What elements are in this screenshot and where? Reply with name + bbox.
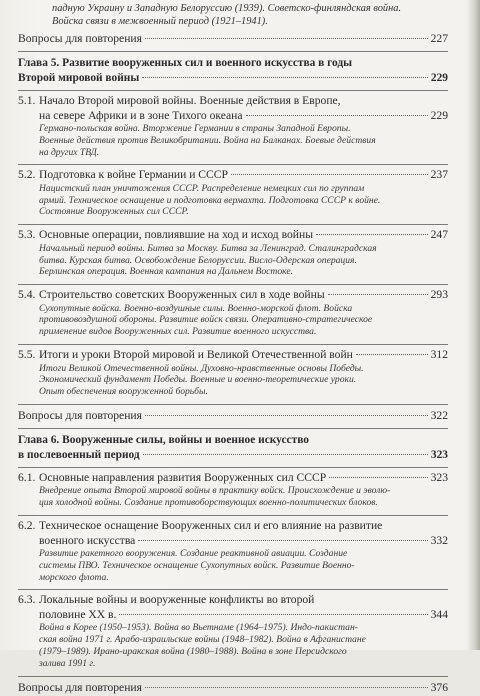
description-line: Германо-польская война. Вторжение Германии в страны Западной Европы. (39, 123, 351, 134)
section-title: Строительство советских Вооруженных сил в ходе войны (39, 288, 325, 302)
section-number: 5.1. (18, 94, 36, 107)
leader-dots (145, 687, 428, 688)
page-number: 312 (430, 348, 448, 362)
section-description (39, 183, 448, 220)
chapter-title-line: Глава 5. Развитие вооруженных сил и военного искусства в годы (18, 57, 353, 69)
page-number: 229 (430, 72, 448, 84)
page-number: 332 (430, 533, 448, 547)
description-line: Итоги Великой Отечественной войны. Духовно-нравственные основы Победы. (39, 362, 364, 374)
description-line: системы ПВО. Техническое оснащение Сухопутных войск. Развитие Военно- (39, 559, 355, 571)
leader-dots (142, 77, 428, 78)
page-number: 323 (430, 448, 448, 461)
description-line: ская война 1971 г. Арабо-израильские войны (1948–1982). Война в Афганистане (39, 634, 366, 646)
leader-dots (231, 174, 428, 175)
description-line: применение видов Вооруженных сил. Развитие военного искусства. (39, 326, 317, 338)
description-line: Опыт обеспечения вооруженной борьбы. (39, 386, 208, 398)
section-description (39, 363, 448, 400)
description-line: (1979–1989). Ирано-иракская война (1980–1988). Война в зоне Персидского (39, 646, 347, 658)
section-5-3[interactable] (18, 225, 448, 243)
review-questions-entry[interactable] (18, 28, 448, 47)
section-description (39, 123, 448, 160)
entry-title: Вопросы для повторения (18, 680, 142, 694)
section-number: 5.4. (18, 288, 36, 302)
section-title: Основные направления развития Вооруженных сил СССР (39, 470, 327, 484)
page-number: 237 (430, 168, 448, 182)
chapter-title-line: Второй мировой войны (18, 72, 140, 84)
chapter-6-heading[interactable] (18, 429, 448, 463)
section-number: 5.2. (18, 168, 36, 182)
section-description (39, 485, 448, 511)
leader-dots (145, 415, 428, 416)
entry-title: Вопросы для повторения (18, 408, 142, 422)
section-title: Начало Второй мировой войны. Военные действия в Европе, (39, 94, 341, 107)
description-line: армий. Техническое оснащение и подготовка вермахта. Подготовка СССР к войне. (39, 194, 381, 206)
section-description (39, 548, 448, 585)
section-description (39, 622, 448, 671)
page-number: 229 (430, 108, 448, 122)
leader-dots (119, 614, 427, 615)
chapter-title-line: в послевоенный период (18, 448, 140, 461)
section-6-2[interactable] (18, 516, 448, 548)
page-edge-shadow (466, 0, 480, 650)
page-number: 293 (430, 288, 448, 302)
page-number: 322 (430, 408, 448, 422)
section-number: 5.3. (18, 228, 36, 242)
page-number: 247 (430, 228, 448, 242)
description-line: Внедрение опыта Второй мировой войны в практику войск. Происхождение и эволю- (39, 485, 391, 497)
section-5-2[interactable] (18, 165, 448, 183)
description-line: Войска связи в межвоенный период (1921–1941). (52, 16, 268, 27)
section-title: Основные операции, повлиявшие на ход и исход войны (39, 228, 313, 242)
section-title: Техническое оснащение Вооруженных сил и его влияние на развитие (39, 519, 383, 533)
section-5-1[interactable] (18, 91, 448, 123)
description-line: залива 1991 г. (39, 657, 96, 669)
description-line: морского флота. (39, 571, 109, 583)
description-line: Состояние Вооруженных сил СССР. (39, 206, 189, 218)
leader-dots (356, 354, 428, 355)
section-title: половине XX в. (39, 607, 117, 621)
leader-dots (246, 115, 428, 116)
leader-dots (316, 234, 428, 235)
previous-section-description (52, 2, 448, 28)
section-title: Подготовка к войне Германии и СССР (39, 168, 228, 182)
leader-dots (143, 454, 428, 455)
description-line: противовоздушной обороны. Развитие войск связи. Оперативно-стратегическое (39, 314, 373, 326)
review-questions-entry[interactable] (18, 405, 448, 424)
section-title: Итоги и уроки Второй мировой и Великой Отечественной войн (39, 348, 353, 362)
leader-dots (145, 38, 428, 39)
section-number: 6.3. (18, 593, 36, 607)
description-line: падную Украину и Западную Белоруссию (1939). Советско-финляндская война. (52, 3, 402, 14)
section-5-5[interactable] (18, 345, 448, 363)
page-number: 344 (430, 607, 448, 621)
description-line: Начальный период войны. Битва за Москву. Битва за Ленинград. Сталинградская (39, 242, 377, 254)
section-5-4[interactable] (18, 285, 448, 303)
leader-dots (138, 540, 427, 541)
description-line: Война в Корее (1950–1953). Война во Вьетнаме (1964–1975). Индо-пакистан- (39, 622, 358, 634)
page-number: 376 (430, 680, 448, 694)
section-title: Локальные войны и вооруженные конфликты во второй (39, 593, 315, 607)
description-line: Берлинская операция. Военная кампания на Дальнем Востоке. (39, 266, 294, 278)
entry-title: Вопросы для повторения (18, 32, 142, 45)
description-line: на других ТВД. (39, 146, 100, 158)
page-number: 227 (430, 32, 448, 45)
section-title: на севере Африки и в зоне Тихого океана (39, 108, 243, 122)
section-title: военного искусства (39, 533, 136, 547)
chapter-title-line: Глава 6. Вооруженные силы, войны и военное искусство (18, 433, 309, 446)
leader-dots (328, 294, 428, 295)
description-line: Сухопутные войска. Военно-воздушные силы. Военно-морской флот. Войска (39, 302, 353, 314)
section-description (39, 243, 448, 280)
section-6-1[interactable] (18, 468, 448, 486)
description-line: битва. Курская битва. Освобождение Белоруссии. Висло-Одерская операция. (39, 254, 357, 266)
table-of-contents (18, 2, 448, 696)
description-line: ция холодной войны. Создание противоборствующих военно-политических блоков. (39, 497, 378, 509)
section-number: 5.5. (18, 348, 36, 362)
page-number: 323 (430, 470, 448, 484)
description-line: Экономический фундамент Победы. Военные и военно-теоретические уроки. (39, 374, 357, 386)
leader-dots (329, 477, 427, 478)
section-6-3[interactable] (18, 590, 448, 622)
section-description (39, 303, 448, 340)
section-number: 6.1. (18, 470, 36, 484)
description-line: Нацистский план уничтожения СССР. Распределение немецких сил по группам (39, 182, 365, 194)
chapter-5-heading[interactable] (18, 52, 448, 86)
review-questions-entry[interactable] (18, 677, 448, 696)
description-line: Военные действия против Великобритании. Война на Балканах. Боевые действия (39, 134, 376, 146)
description-line: Развитие ракетного вооружения. Создание реактивной авиации. Создание (39, 548, 348, 560)
section-number: 6.2. (18, 519, 36, 533)
